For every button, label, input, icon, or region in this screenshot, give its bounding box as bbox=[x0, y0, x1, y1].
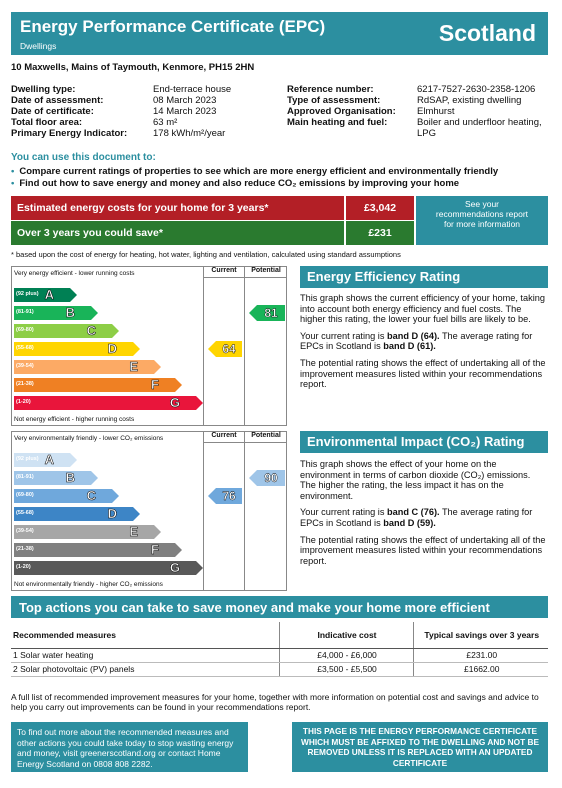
detail-value: 14 March 2023 bbox=[153, 106, 217, 117]
rating-band-g bbox=[14, 396, 196, 410]
detail-row bbox=[287, 95, 557, 106]
band-letter: E bbox=[129, 524, 138, 539]
band-letter: A bbox=[44, 287, 54, 302]
detail-key: Main heating and fuel: bbox=[287, 117, 388, 128]
detail-value: End-terrace house bbox=[153, 84, 232, 95]
rating-band-d bbox=[14, 342, 133, 356]
rating-band-g bbox=[14, 561, 196, 575]
band-range: (69-80) bbox=[16, 492, 34, 498]
detail-key: Dwelling type: bbox=[11, 84, 76, 95]
band-range: (92 plus) bbox=[16, 291, 39, 297]
current-rating-pointer: 64 bbox=[216, 341, 242, 357]
chart-bottom-caption: Not environmentally friendly - higher CO₂ emissions bbox=[14, 581, 163, 588]
detail-value: 178 kWh/m²/year bbox=[153, 128, 226, 139]
cost-cell: £3,500 - £5,500 bbox=[279, 662, 413, 676]
band-range: (21-38) bbox=[16, 381, 34, 387]
country-label: Scotland bbox=[438, 20, 536, 46]
band-letter: G bbox=[169, 395, 180, 410]
measure-name: Solar photovoltaic (PV) panels bbox=[20, 664, 135, 674]
rating-band-e bbox=[14, 360, 154, 374]
environmental-impact-text bbox=[300, 459, 548, 572]
paragraph: The potential rating shows the effect of undertaking all of the improvement measures listed within your recommendations report. bbox=[300, 534, 546, 566]
band-range: (69-80) bbox=[16, 327, 34, 333]
potential-column-header: Potential bbox=[245, 267, 287, 278]
savings-cell: £231.00 bbox=[413, 648, 548, 662]
property-details-left bbox=[11, 84, 231, 139]
detail-row bbox=[11, 117, 231, 128]
detail-row bbox=[11, 84, 231, 95]
band-range: (1-20) bbox=[16, 564, 31, 570]
energy-efficiency-text bbox=[300, 293, 548, 396]
table-header-row bbox=[11, 622, 548, 648]
paragraph: This graph shows the effect of your home on the environment in terms of carbon dioxide (CO₂) emissions. The higher the rating, the less impact it has on the environment. bbox=[300, 459, 531, 501]
band-range: (92 plus) bbox=[16, 456, 39, 462]
average-band: band D (59). bbox=[383, 517, 436, 528]
measure-cell bbox=[11, 648, 279, 662]
header-banner bbox=[11, 12, 548, 55]
rating-band-f bbox=[14, 543, 175, 557]
cost-footnote: * based upon the cost of energy for heating, hot water, lighting and ventilation, calculated using standard assumptions bbox=[11, 250, 401, 259]
savings-cell: £1662.00 bbox=[413, 662, 548, 676]
property-address: 10 Maxwells, Mains of Taymouth, Kenmore, PH15 2HN bbox=[11, 62, 255, 73]
detail-value: Elmhurst bbox=[417, 106, 455, 117]
text-run: The average rating for EPCs in Scotland is bbox=[300, 330, 533, 352]
band-range: (21-38) bbox=[16, 546, 34, 552]
rating-band-f bbox=[14, 378, 175, 392]
detail-value: 08 March 2023 bbox=[153, 95, 217, 106]
band-letter: C bbox=[86, 323, 96, 338]
chart-bottom-caption: Not energy efficient - higher running costs bbox=[14, 416, 135, 423]
band-letter: D bbox=[107, 341, 117, 356]
column-header: Typical savings over 3 years bbox=[413, 622, 548, 648]
current-rating-pointer: 76 bbox=[216, 488, 242, 504]
detail-key: Date of certificate: bbox=[11, 106, 94, 117]
band-range: (39-54) bbox=[16, 363, 34, 369]
detail-row bbox=[287, 84, 557, 95]
find-out-more-box: To find out more about the recommended measures and other actions you could take today to stop wasting energy and money, visit greenerscotland.org or contact Home Energy Scotland on 0808 808 2282. bbox=[11, 722, 248, 772]
measure-name: Solar water heating bbox=[20, 650, 94, 660]
detail-value: 6217-7527-2630-2358-1206 bbox=[417, 84, 536, 95]
affix-notice-box: THIS PAGE IS THE ENERGY PERFORMANCE CERTIFICATE WHICH MUST BE AFFIXED TO THE DWELLING AND NOT BE REMOVED UNLESS IT IS REPLACED WITH AN UPDATED CERTIFICATE bbox=[292, 722, 548, 772]
row-number: 1 bbox=[13, 650, 18, 660]
detail-row bbox=[287, 106, 557, 117]
paragraph: The potential rating shows the effect of undertaking all of the improvement measures listed within your recommendations report. bbox=[300, 357, 546, 390]
full-list-note: A full list of recommended improvement measures for your home, together with more information on potential cost and savings and advice to help you carry out improvements can be found in your recommendations report. bbox=[11, 692, 539, 712]
detail-row bbox=[11, 106, 231, 117]
detail-key: Type of assessment: bbox=[287, 95, 381, 106]
detail-key: Primary Energy Indicator: bbox=[11, 128, 128, 139]
detail-row bbox=[287, 117, 557, 139]
band-letter: G bbox=[169, 560, 180, 575]
band-letter: D bbox=[107, 506, 117, 521]
list-item: • Compare current ratings of properties to see which are more energy efficient and environmentally friendly bbox=[11, 166, 498, 178]
detail-row bbox=[11, 128, 231, 139]
detail-value: RdSAP, existing dwelling bbox=[417, 95, 522, 106]
rating-band-c bbox=[14, 489, 112, 503]
band-letter: F bbox=[151, 542, 159, 557]
band-letter: A bbox=[44, 452, 54, 467]
use-document-list bbox=[11, 166, 498, 190]
environmental-impact-chart bbox=[11, 431, 287, 591]
band-range: (55-68) bbox=[16, 510, 34, 516]
detail-key: Date of assessment: bbox=[11, 95, 104, 106]
estimated-costs-value: £3,042 bbox=[346, 196, 414, 220]
band-letter: B bbox=[65, 305, 75, 320]
band-range: (39-54) bbox=[16, 528, 34, 534]
potential-column-header: Potential bbox=[245, 432, 287, 443]
rating-band-a bbox=[14, 288, 70, 302]
average-band: band D (61). bbox=[383, 341, 436, 352]
text-run: Your current rating is bbox=[300, 330, 387, 341]
detail-key: Approved Organisation: bbox=[287, 106, 396, 117]
current-band: band D (64). bbox=[386, 330, 440, 341]
page-subtitle: Dwellings bbox=[20, 41, 57, 51]
current-column-header: Current bbox=[204, 432, 244, 443]
band-letter: B bbox=[65, 470, 75, 485]
detail-value: Boiler and underfloor heating, LPG bbox=[417, 117, 542, 139]
potential-rating-pointer: 81 bbox=[257, 305, 285, 321]
detail-value: 63 m² bbox=[153, 117, 178, 128]
energy-efficiency-chart bbox=[11, 266, 287, 426]
rating-band-d bbox=[14, 507, 133, 521]
current-column-header: Current bbox=[204, 267, 244, 278]
recommendations-note: See your recommendations report for more information bbox=[416, 196, 548, 245]
energy-efficiency-heading: Energy Efficiency Rating bbox=[300, 266, 548, 288]
recommended-measures-table bbox=[11, 622, 548, 677]
cost-cell: £4,000 - £6,000 bbox=[279, 648, 413, 662]
current-band: band C (76). bbox=[386, 507, 440, 518]
top-actions-heading: Top actions you can take to save money and make your home more efficient bbox=[11, 596, 548, 618]
paragraph bbox=[300, 331, 548, 352]
table-row bbox=[11, 648, 548, 662]
band-range: (81-91) bbox=[16, 309, 34, 315]
use-document-title: You can use this document to: bbox=[11, 152, 156, 163]
potential-savings-value: £231 bbox=[346, 221, 414, 245]
band-letter: C bbox=[86, 488, 96, 503]
band-letter: E bbox=[129, 359, 138, 374]
detail-key: Reference number: bbox=[287, 84, 374, 95]
potential-rating-pointer: 90 bbox=[257, 470, 285, 486]
band-range: (55-68) bbox=[16, 345, 34, 351]
estimated-costs-label: Estimated energy costs for your home for 3 years* bbox=[11, 196, 344, 220]
page-title: Energy Performance Certificate (EPC) bbox=[20, 17, 326, 36]
band-range: (81-91) bbox=[16, 474, 34, 480]
column-header: Recommended measures bbox=[11, 622, 279, 648]
list-item: • Find out how to save energy and money and also reduce CO₂ emissions by improving your home bbox=[11, 178, 498, 190]
rating-band-b bbox=[14, 471, 91, 485]
row-number: 2 bbox=[13, 664, 18, 674]
measure-cell bbox=[11, 662, 279, 676]
text-run: Your current rating is bbox=[300, 507, 387, 518]
rating-band-e bbox=[14, 525, 154, 539]
band-range: (1-20) bbox=[16, 399, 31, 405]
band-letter: F bbox=[151, 377, 159, 392]
environmental-impact-heading: Environmental Impact (CO₂) Rating bbox=[300, 431, 548, 453]
rating-band-b bbox=[14, 306, 91, 320]
property-details-right bbox=[287, 84, 557, 139]
paragraph bbox=[300, 507, 548, 528]
detail-row bbox=[11, 95, 231, 106]
detail-key: Total floor area: bbox=[11, 117, 83, 128]
chart-top-caption: Very environmentally friendly - lower CO₂ emissions bbox=[14, 435, 164, 442]
rating-band-a bbox=[14, 453, 70, 467]
rating-band-c bbox=[14, 324, 112, 338]
chart-top-caption: Very energy efficient - lower running costs bbox=[14, 270, 135, 277]
column-header: Indicative cost bbox=[279, 622, 413, 648]
table-row bbox=[11, 662, 548, 676]
text-run: The average rating for EPCs in Scotland is bbox=[300, 507, 533, 528]
potential-savings-label: Over 3 years you could save* bbox=[11, 221, 344, 245]
paragraph: This graph shows the current efficiency of your home, taking into account both energy efficiency and fuel costs. The higher this rating, the lower your fuel bills are likely to be. bbox=[300, 293, 545, 325]
